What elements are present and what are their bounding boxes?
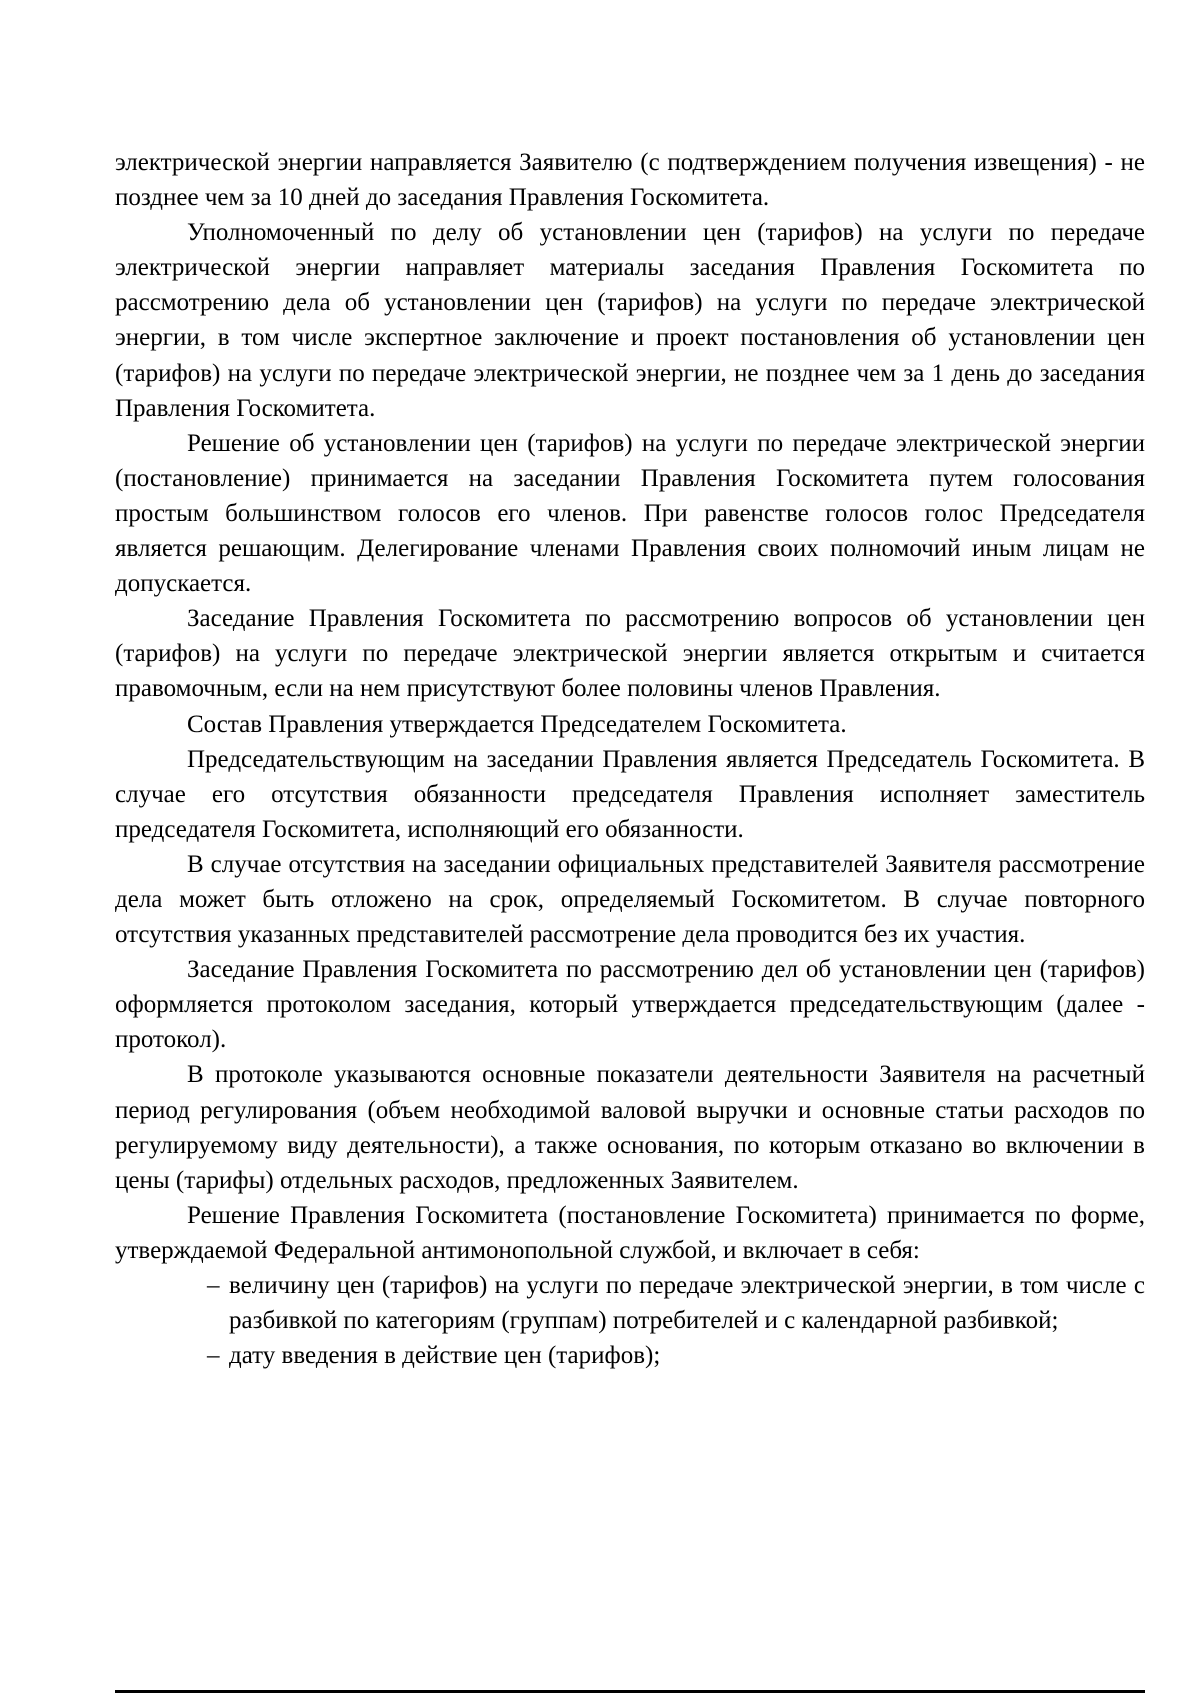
- document-body: [115, 145, 1145, 1373]
- paragraph: Заседание Правления Госкомитета по рассмотрению вопросов об установлении цен (тарифов) на услуги по передаче электрической энергии является открытым и считается правомочным, если на нем присутствуют более половины членов Правления.: [115, 605, 1145, 703]
- paragraph: электрической энергии направляется Заявителю (с подтверждением получения извещения) - не позднее чем за 10 дней до заседания Правления Госкомитета.: [115, 149, 1145, 212]
- paragraph: Решение Правления Госкомитета (постановление Госкомитета) принимается по форме, утверждаемой Федеральной антимонопольной службой, и включает в себя:: [115, 1201, 1145, 1264]
- dash-marker: –: [207, 1342, 220, 1370]
- paragraph: Решение об установлении цен (тарифов) на услуги по передаче электрической энергии (постановление) принимается на заседании Правления Госкомитета путем голосования простым большинством голосов его членов. При равенстве голосов голос Председателя является решающим. Делегирование членами Правления своих полномочий иным лицам не допускается.: [115, 429, 1145, 598]
- paragraph: Заседание Правления Госкомитета по рассмотрению дел об установлении цен (тарифов) оформляется протоколом заседания, который утверждается председательствующим (далее - протокол).: [115, 956, 1145, 1054]
- list-item-text: величину цен (тарифов) на услуги по передаче электрической энергии, в том числе с разбивкой по категориям (группам) потребителей и с календарной разбивкой;: [229, 1272, 1145, 1335]
- paragraph: Председательствующим на заседании Правления является Председатель Госкомитета. В случае его отсутствия обязанности председателя Правления исполняет заместитель председателя Госкомитета, исполняющий его обязанности.: [115, 745, 1145, 843]
- list-item: [207, 1338, 1145, 1373]
- list-item: [207, 1268, 1145, 1338]
- decision-contents-list: [115, 1268, 1145, 1373]
- paragraph: Уполномоченный по делу об установлении цен (тарифов) на услуги по передаче электрической энергии направляет материалы заседания Правления Госкомитета по рассмотрению дела об установлении цен (тарифов) на услуги по передаче электрической энергии, в том числе экспертное заключение и проект постановления об установлении цен (тарифов) на услуги по передаче электрической энергии, не позднее чем за 1 день до заседания Правления Госкомитета.: [115, 219, 1145, 422]
- paragraph: Состав Правления утверждается Председателем Госкомитета.: [187, 710, 847, 738]
- footer-divider: [115, 1690, 1145, 1693]
- list-item-text: дату введения в действие цен (тарифов);: [229, 1342, 661, 1370]
- dash-marker: –: [207, 1272, 220, 1299]
- paragraph: В протоколе указываются основные показатели деятельности Заявителя на расчетный период регулирования (объем необходимой валовой выручки и основные статьи расходов по регулируемому виду деятельности), а также основания, по которым отказано во включении в цены (тарифы) отдельных расходов, предложенных Заявителем.: [115, 1061, 1145, 1194]
- paragraph: В случае отсутствия на заседании официальных представителей Заявителя рассмотрение дела может быть отложено на срок, определяемый Госкомитетом. В случае повторного отсутствия указанных представителей рассмотрение дела проводится без их участия.: [115, 850, 1145, 949]
